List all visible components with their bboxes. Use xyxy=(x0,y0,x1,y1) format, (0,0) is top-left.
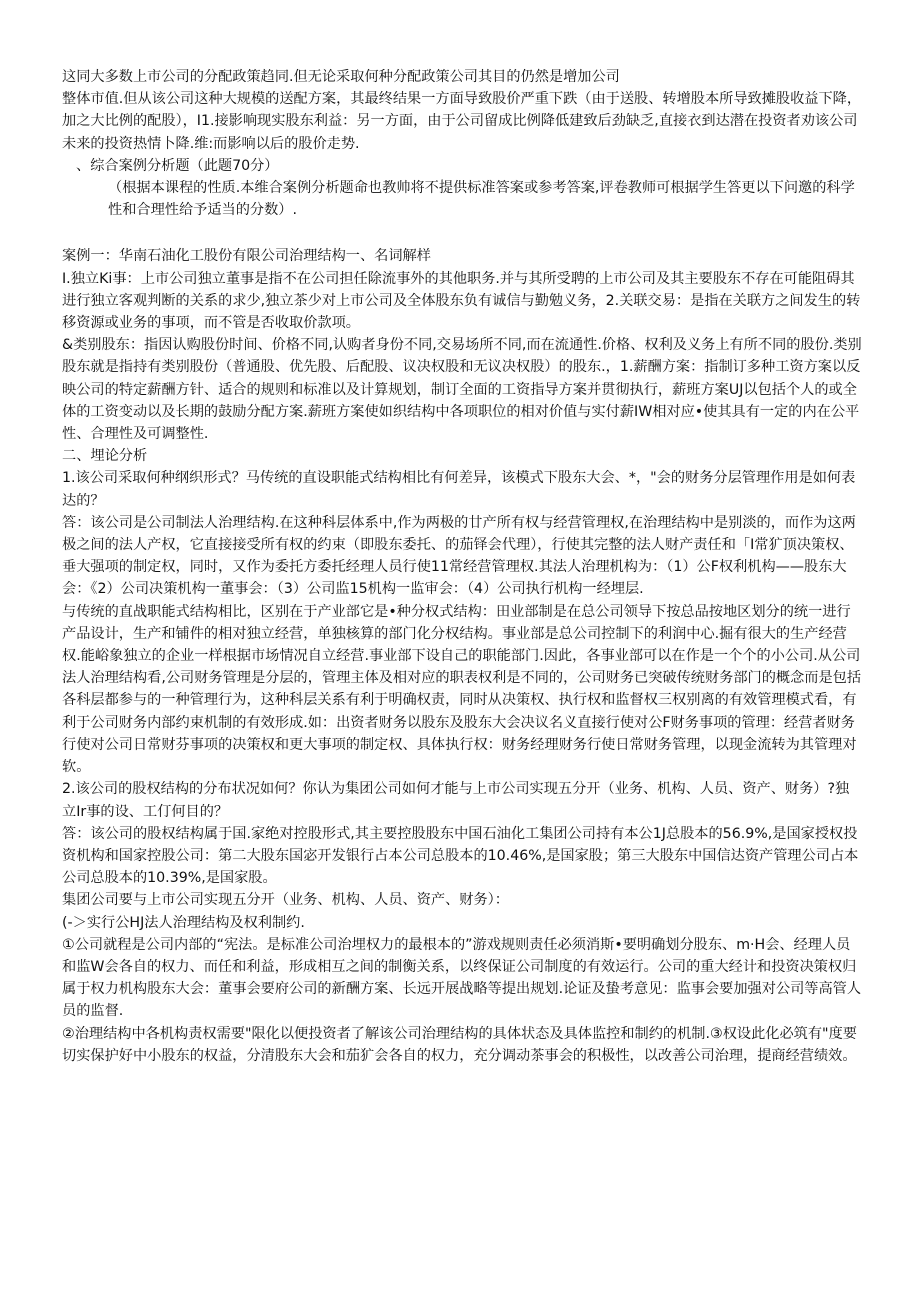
question-1: 1.该公司采取何种纲织形式？马传统的直设职能式结构相比有何差异，该模式下股东大会、*，"会的财务分层管理作用是如何表达的？ xyxy=(62,470,856,509)
document-page xyxy=(62,66,862,1067)
answer-1: 答：该公司是公司制法人治理结构.在这种科层体系中,作为两极的廿产所有权与经营管理权,在治理结构中是别淡的，而作为这两极之间的法人产权，它直接接受所有权的约束（即股东委托、的茄铎会代理），行使其完整的法人财产责任和「I常犷顶决策权、垂大强项的制定权，同时，又作为委托方委托经理人员行使11常经营管理权.其法人治理机构为：（1）公F权利机构——股东大会：《2）公司决策机构一董事会：（3）公司监15机构一监审会：（4）公司执行机构一经埋层. xyxy=(62,514,856,598)
section-heading-case-analysis: 、综合案例分析题（此题70分） xyxy=(76,157,279,174)
paragraph-comparison: 与传统的直战职能式结构相比，区别在于产业部它是•种分权式结构：田业部制是在总公司领导下按总品按地区划分的统一进行产品设计，生产和铺件的相对独立经营，单独核算的部门化分权结构。事业部是总公司控制下的利润中心.掘有很大的生产经营权.能峪象独立的企业一样根据市场情况自立经营.事业部下设自己的职能部门.因此，各事业部可以在作是一个个的小公司.从公司法人治理结构看,公司财务管理是分层的，管理主体及相对应的职表权利是不同的，公司财务已突破传统财务部门的概念而是包括各科层都参与的一种管理行为，这种科层关系有利于明确权责，同时从决策权、执行权和监督权三权别离的有效管理模式看，有利于公司财务内部约束机制的有效形成.如：出资者财务以股东及股东大会决议名义直接行使对公F财务事项的管理：经营者财务行使对公司日常财芬事项的决策权和更大事项的制定权、具体执行权：财务经理财务行使日常财务管理，以现金流转为其管理对软。 xyxy=(62,603,862,776)
term-independent-director: I.独立Ki事：上市公司独立董事是指不在公司担任除流事外的其他职务.并与其所受聘的上市公司及其主要股东不存在可能阻碍其进行独立客观判断的关系的求少,独立茶少对上市公司及全体股东负有诚信与勤勉义务，2.关联交易：是指在关联方之间发生的转移资源或业务的事项，而不管是否收取价款项。 xyxy=(62,270,861,332)
case-title: 案例一：华南石油化工股份有限公司治理结构一、名词解样 xyxy=(62,248,431,265)
list-item-structure: ②治理结构中各机构责权需要"限化以便投资者了解该公司治理结构的具体状态及具体监控和制约的机制.③权设此化必筑有"度要切实保护好中小股东的权益，分清股东大会和茄犷会各自的权力，充分调动茶事会的积极性，以改善公司治理，提商经营绩效。 xyxy=(62,1025,857,1064)
list-item-articles: ①公司就程是公司内部的“宪法。是标准公司治埋权力的最根本的”游戏规则责任必须消斯•要明确划分股东、m·H会、经理人员和监W会各自的权力、而任和利益，形成相互之间的制衡关系，以终保证公司制度的有效运行。公司的重大经计和投资决策权归属于权力机构股东大会：董事会要府公司的新酬方案、长远开展战略等提出规划.论证及蛰考意见：监事会要加强对公司等高管人员的监督. xyxy=(62,936,862,1020)
paragraph-grading-note: （根据本课程的性质.本维合案例分析题命也教帅将不提供标准答案或参考答案,评卷教师可根据学生答更以下问邀的科学性和合理性给予适当的分数）. xyxy=(108,180,855,219)
answer-2: 答：该公司的股权结构属于国.家绝对控股形式,其主要控股股东中国石油化工集团公司持有本公1J总股本的56.9%,是国家授权投资机构和国家控股公司：第二大股东国宓开发银行占本公司总股本的10.46%,是国家股；第三大股东中国信达资产管理公司占本公司总股本的10.39%,是国家股。 xyxy=(62,825,859,887)
question-2: 2.该公司的股权结构的分布状况如何？你认为集团公司如何才能与上市公司实现五分开（业务、机构、人员、资产、财务）?独立Ir事的设、工仃何目的？ xyxy=(62,781,850,820)
paragraph-share-price: 整体市值.但从该公司这种大规模的送配方案，其最终结果一方面导致股价严重下跌（由于送股、转增股本所导致摊股收益下降，加之大比例的配股），I1.接影响现实股东利益：另一方面，由于公司留成比例降低建致后劲缺乏,直接衣到达潜在投资者劝该公司未来的投资热情卜降.维:而影响以后的股价走势. xyxy=(62,91,862,152)
term-class-shareholder: &类别股东：指因认购股份时间、价格不同,认购者身份不同,交易场所不同,而在流通性.价格、权利及义务上有所不同的股份.类别股东就是指持有类别股份（普通股、优先股、后配股、议决权股和无议决权股）的股东.，1.薪酬方案：指制订多种工资方案以反映公司的特定薪酬方针、适合的规则和标准以及计算规划，制订全面的工资指导方案并贯彻执行，薪班方案UJ以包括个人的或全体的工资变动以及长期的鼓励分配方案.薪班方案使如织结构中各项职位的相对价值与实付薪IW相对应•使其具有一定的内在公平性、合理性及可调整性. xyxy=(62,337,862,443)
blank-gap xyxy=(62,221,862,245)
list-item-governance: (-＞实行公HJ法人治理结构及权利制约. xyxy=(62,914,305,931)
paragraph-dividend-policy: 这同大多数上市公司的分配政策趋同.但无论采取何种分配政策公司其目的仍然是增加公司 xyxy=(62,69,620,85)
section-heading-theory: 二、埋论分析 xyxy=(62,448,148,465)
paragraph-five-separations: 集团公司要与上市公司实现五分开（业务、机构、人员、资产、财务）： xyxy=(62,892,509,909)
